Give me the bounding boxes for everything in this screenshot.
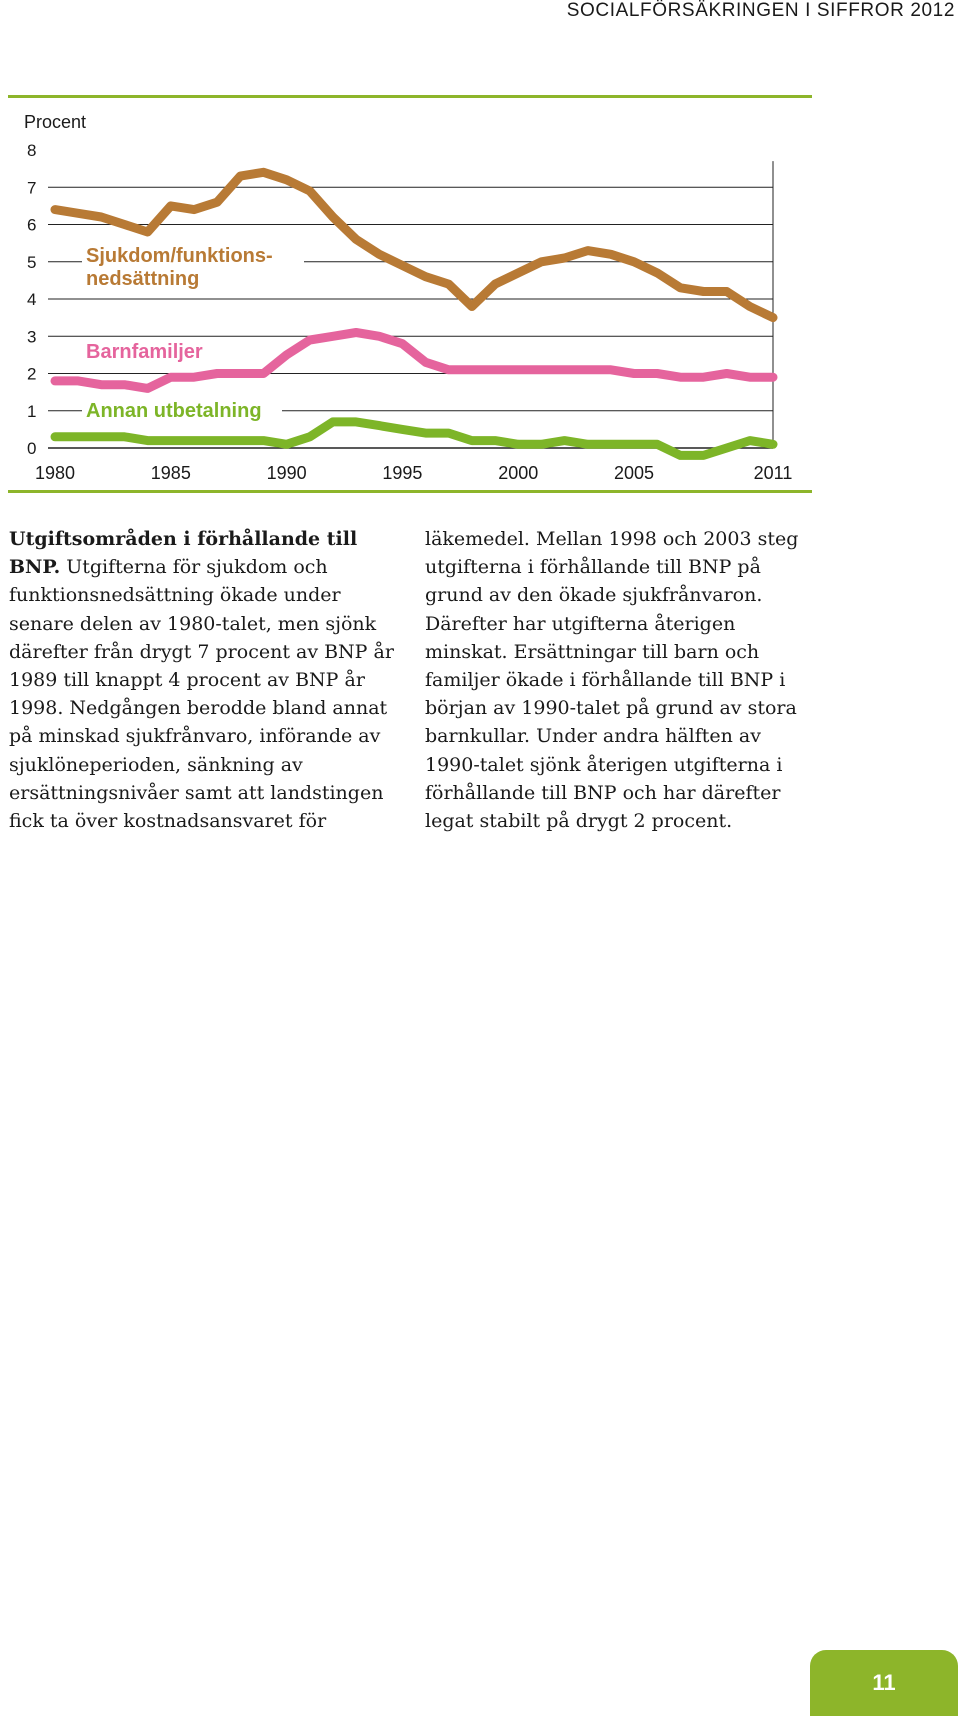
y-tick-label: 6 xyxy=(27,215,37,235)
series-label-sjukdom: Sjukdom/funktions- xyxy=(86,245,273,267)
y-axis-label: Procent xyxy=(24,112,87,132)
x-tick-labels xyxy=(35,463,792,483)
y-tick-label: 0 xyxy=(27,439,37,458)
y-tick-label: 1 xyxy=(27,401,37,421)
series-labels xyxy=(82,242,304,427)
series-label-annan: Annan utbetalning xyxy=(86,400,262,422)
right-body-text: läkemedel. Mellan 1998 och 2003 steg utgifterna i förhållande till BNP på grund av den ökade sjukfrånvaron. Därefter har utgifterna återigen minskat. Ersättningar till barn och familjer ökade i förhållande till BNP i början av 1990-talet på grund av stora barnkullar. Under andra hälften av 1990-talet sjönk återigen utgifterna i förhållande till BNP och har därefter legat stabilt på drygt 2 procent. xyxy=(425,528,799,833)
running-header: SOCIALFÖRSÄKRINGEN I SIFFROR 2012 xyxy=(566,0,955,21)
text-column-left xyxy=(9,525,394,835)
y-tick-label: 4 xyxy=(27,290,37,309)
x-tick-label: 1985 xyxy=(150,463,191,483)
x-tick-label: 2011 xyxy=(753,463,793,483)
y-tick-label: 2 xyxy=(27,364,37,384)
x-tick-label: 2005 xyxy=(614,463,655,483)
y-tick-label: 3 xyxy=(27,327,37,347)
x-tick-label: 2000 xyxy=(498,463,539,483)
expenditure-chart xyxy=(0,100,820,490)
x-tick-label: 1990 xyxy=(266,463,307,483)
page-number-tab xyxy=(810,1650,958,1716)
text-column-right xyxy=(425,525,810,835)
page-number: 11 xyxy=(872,1670,896,1695)
lead-heading: Utgiftsområden i förhållande till BNP. xyxy=(9,528,358,579)
x-tick-label: 1980 xyxy=(34,463,76,483)
series-label-sjukdom: nedsättning xyxy=(86,268,200,290)
x-tick-label: 1995 xyxy=(382,463,423,483)
bottom-divider xyxy=(8,490,812,493)
y-tick-label: 8 xyxy=(27,141,37,160)
y-tick-label: 7 xyxy=(27,178,37,198)
y-tick-labels xyxy=(27,141,36,458)
series-label-barnfamiljer: Barnfamiljer xyxy=(86,341,203,363)
top-divider xyxy=(8,95,812,98)
left-body-text: Utgifterna för sjukdom och funktionsnedsättning ökade under senare delen av 1980-talet, men sjönk därefter från drygt 7 procent av BNP år 1989 till knappt 4 procent av BNP år 1998. Nedgången berodde bland annat på minskad sjukfrånvaro, införande av sjuklöneperioden, sänkning av ersättningsnivåer samt att landstingen fick ta över kostnadsansvaret för xyxy=(9,556,394,833)
y-tick-label: 5 xyxy=(27,252,37,272)
